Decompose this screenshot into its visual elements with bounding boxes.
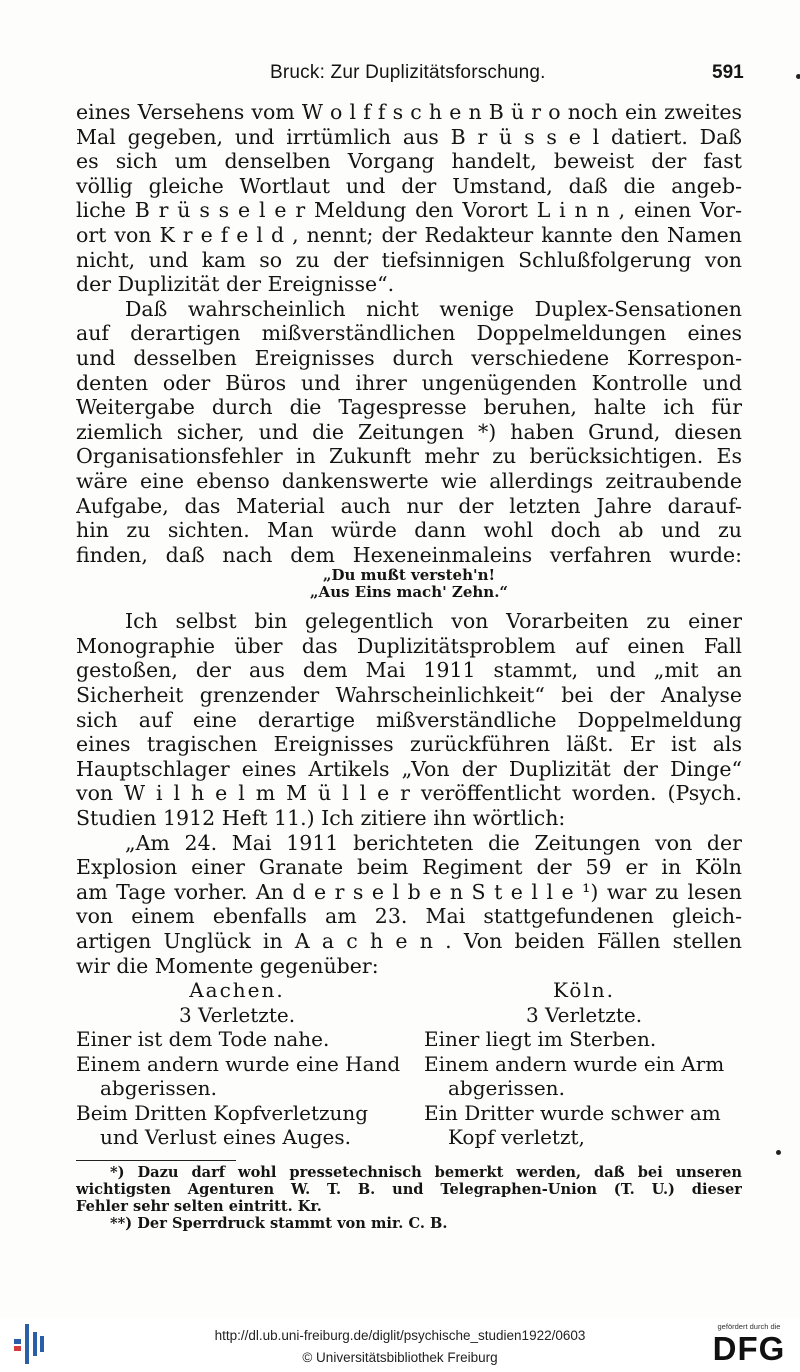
text-line: Monographie über das Duplizitätsproblem auf einen Fall [76,633,742,658]
text-line: nicht, und kam so zu der tiefsinnigen Schlußfolgerung von [76,247,742,272]
text-line: hin zu sichten. Man würde dann wohl doch ab und zu [76,518,742,543]
column-subheading: 3 Verletzte. [525,1002,643,1027]
body-text [76,100,742,978]
text-line: von einem ebenfalls am 23. Mai stattgefundenen gleich- [76,904,742,929]
comparison-line: Einer liegt im Sterben. [424,1027,657,1051]
column-subheading: 3 Verletzte. [178,1002,296,1027]
text-line: Sicherheit grenzender Wahrscheinlichkeit“ bei der Analyse [76,683,742,708]
column-heading: Aachen. [189,978,285,1002]
text-line: Ich selbst bin gelegentlich von Vorarbeiten zu einer [125,609,742,634]
text-line: der Duplizität der Ereignisse“. [76,272,395,297]
comparison-line: Einem andern wurde ein Arm [424,1051,725,1076]
text-line: auf derartigen mißverständlichen Doppelmeldungen eines [76,321,742,346]
margin-mark [776,1150,781,1155]
text-line: Hauptschlager eines Artikels „Von der Duplizität der Dinge“ [76,756,742,781]
text-line: ort von K r e f e l d , nennt; der Redakteur kannte den Namen [76,222,742,247]
text-line: Explosion einer Granate beim Regiment der 59 er in Köln [76,855,742,880]
comparison-line: Beim Dritten Kopfverletzung [76,1100,369,1125]
dfg-logo[interactable] [706,1322,792,1368]
comparison-column-aachen [76,978,401,1150]
text-line: gestoßen, der aus dem Mai 1911 stammt, und „mit an [76,658,742,683]
page-number: 591 [712,62,744,83]
text-line: am Tage vorher. An d e r s e l b e n S t e l l e ¹) war zu lesen [76,879,742,904]
text-line: Studien 1912 Heft 11.) Ich zitiere ihn wörtlich: [76,806,566,831]
margin-mark [796,74,800,79]
text-line: eines Versehens vom W o l f f s c h e n B ü r o noch ein zweites [76,100,742,124]
comparison-column-koeln [424,978,744,1150]
footnote-line: Fehler sehr selten eintritt. Kr. [76,1198,322,1215]
footnotes [76,1164,742,1232]
text-line: völlig gleiche Wortlaut und der Umstand, daß die angeb- [76,173,742,198]
text-line: Daß wahrscheinlich nicht wenige Duplex-Sensationen [125,296,742,321]
footnote-line: **) Der Sperrdruck stammt von mir. C. B. [110,1215,448,1232]
text-line: von W i l h e l m M ü l l e r veröffentlicht worden. (Psych. [76,781,742,806]
running-title: Bruck: Zur Duplizitätsforschung. [270,62,546,83]
footnote-line: wichtigsten Agenturen W. T. B. und Telegraphen-Union (T. U.) dieser [76,1181,742,1198]
text-line: Weitergabe durch die Tagespresse beruhen, halte ich für [76,395,742,420]
column-heading: Köln. [552,978,616,1002]
footnote-line: *) Dazu darf wohl pressetechnisch bemerkt werden, daß bei unseren [110,1164,742,1181]
text-line: wäre eine ebenso dankenswerte wie allerdings zeitraubende [76,468,742,493]
text-line: wir die Momente gegenüber: [76,953,379,978]
quote-line: „Du mußt versteh'n! [322,567,496,585]
comparison-line: und Verlust eines Auges. [100,1125,352,1149]
dfg-wordmark: DFG [712,1330,786,1367]
text-line: Mal gegeben, und irrtümlich aus B r ü s s e l datiert. Daß [76,124,742,149]
text-line: finden, daß nach dem Hexeneinmaleins verfahren wurde: [76,542,742,567]
running-header [0,62,800,90]
text-line: sich auf eine derartige mißverständliche Doppelmeldung [76,707,742,732]
text-line: es sich um denselben Vorgang handelt, beweist der fast [76,149,742,174]
comparison-line: Einer ist dem Tode nahe. [76,1027,330,1051]
comparison-line: abgerissen. [448,1076,565,1100]
permalink-url[interactable]: http://dl.ub.uni-freiburg.de/diglit/psychische_studien1922/0603 [214,1328,586,1343]
text-line: eines tragischen Ereignisses zurückführen läßt. Er ist als [76,732,742,757]
text-line: denten oder Büros und ihrer ungenügenden Kontrolle und [76,370,742,395]
footnote-divider [76,1160,236,1161]
ub-freiburg-logo-icon[interactable] [12,1322,46,1366]
comparison-line: Ein Dritter wurde schwer am [424,1100,721,1125]
quote-line: „Aus Eins mach' Zehn.“ [309,584,509,602]
comparison-line: Einem andern wurde eine Hand [76,1051,401,1076]
viewer-footer [0,1318,800,1372]
copyright-notice: © Universitätsbibliothek Freiburg [302,1350,498,1365]
text-line: liche B r ü s s e l e r Meldung den Vorort L i n n , einen Vor- [76,198,742,223]
comparison-line: abgerissen. [100,1076,217,1100]
text-line: ziemlich sicher, und die Zeitungen *) haben Grund, diesen [76,419,742,444]
funder-caption: gefördert durch die [717,1322,781,1331]
spacer [76,601,742,609]
text-line: artigen Unglück in A a c h e n . Von beiden Fällen stellen [76,929,742,953]
text-line: Aufgabe, das Material auch nur der letzten Jahre darauf- [76,493,742,518]
text-line: Organisationsfehler in Zukunft mehr zu berücksichtigen. Es [76,444,742,469]
text-line: und desselben Ereignisses durch verschiedene Korrespon- [76,345,742,370]
comparison-line: Kopf verletzt, [448,1125,585,1149]
text-line: „Am 24. Mai 1911 berichteten die Zeitungen von der [125,830,742,855]
